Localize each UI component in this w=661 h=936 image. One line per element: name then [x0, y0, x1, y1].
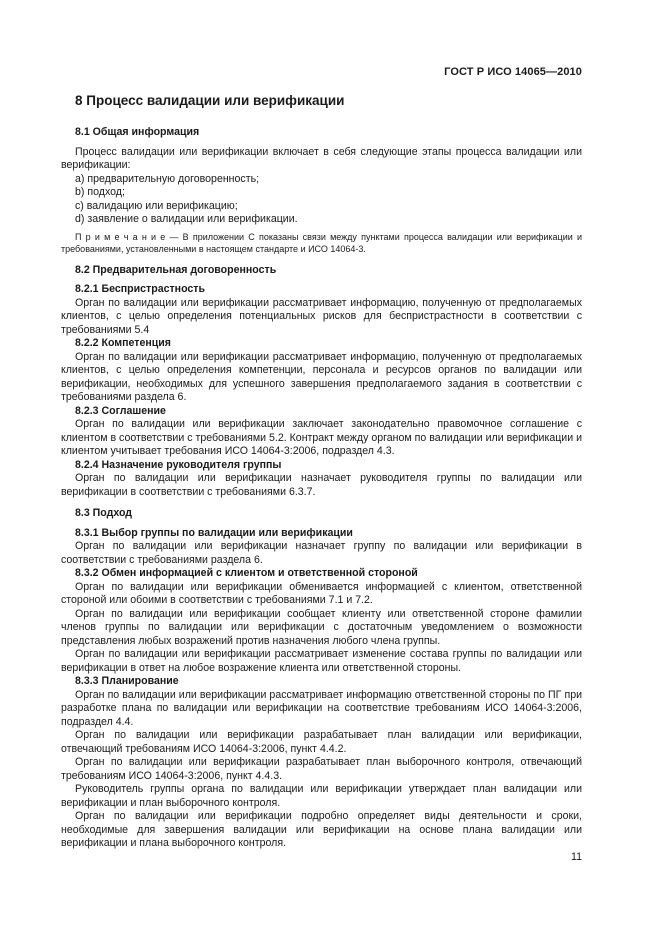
clause-8-3-2-paragraph: Орган по валидации или верификации обменивается информацией с клиентом, ответственной стороной или обоими в соответствии с требованиями 7.1 и 7.2.	[61, 580, 582, 606]
note-label: П р и м е ч а н и е	[75, 231, 166, 242]
clause-8-2-4-text: Орган по валидации или верификации назначает руководителя группы по валидации или верификации в соответствии с требованиями 6.3.7.	[61, 472, 582, 498]
clause-8-3-3-paragraph: Руководитель группы органа по валидации или верификации утверждает план валидации или верификации и план выборочного контроля.	[61, 783, 582, 809]
clause-8-3-3-paragraph: Орган по валидации или верификации подробно определяет виды деятельности и сроки, необходимые для завершения валидации или верификации на основе плана валидации или верификации и плана выборочного контроля.	[61, 810, 582, 849]
subsection-8-2-title: 8.2 Предварительная договоренность	[75, 263, 277, 276]
clause-8-3-3-title: 8.3.3 Планирование	[75, 675, 179, 687]
list-item: a) предварительную договоренность;	[75, 172, 260, 185]
section-title: 8 Процесс валидации или верификации	[75, 93, 345, 108]
subsection-8-3-title: 8.3 Подход	[75, 507, 133, 519]
clause-8-2-1-title: 8.2.1 Беспристрастность	[75, 283, 205, 295]
clause-8-2-2-text: Орган по валидации или верификации рассматривает информацию, полученную от предполагаемых клиентов, с целью определения компетенции, персонала и ресурсов органов по валидации или верификации, необходимых для успешного завершения предполагаемого задания в соответствии с требованиями раздела 6.	[61, 350, 582, 403]
clause-8-2-3-title: 8.2.3 Соглашение	[75, 404, 166, 417]
list-item: b) подход;	[75, 186, 125, 198]
clause-8-3-2-paragraph: Орган по валидации или верификации сообщает клиенту или ответственной стороне фамилии членов группы по валидации или верификации с достаточным уведомлением о возможности представления любых возражений против назначения любого члена группы.	[61, 607, 582, 647]
clause-8-3-3-paragraph: Орган по валидации или верификации рассматривает информацию ответственной стороны по ПГ при разработке плана по валидации или верификации на соответствие требованиям ИСО 14064-3:2006, подраздел 4.4.	[61, 688, 582, 728]
standard-header: ГОСТ Р ИСО 14065—2010	[444, 66, 582, 78]
paragraph-8-1-intro: Процесс валидации или верификации включает в себя следующие этапы процесса валидации или верификации:	[61, 145, 582, 171]
list-item: c) валидацию или верификацию;	[75, 199, 238, 212]
page-content	[61, 92, 582, 851]
clause-8-2-2-title: 8.2.2 Компетенция	[75, 337, 171, 349]
clause-8-2-4-title: 8.2.4 Назначение руководителя группы	[75, 458, 282, 471]
clause-8-3-1-text: Орган по валидации или верификации назначает группу по валидации или верификации в соответствии с требованиями раздела 6.	[61, 540, 582, 566]
note-text: — В приложении С показаны связи между пунктами процесса валидации или верификации и требованиями, установленными в настоящем стандарте и ИСО 14064-3.	[61, 231, 582, 254]
clause-8-2-3-text: Орган по валидации или верификации заключает законодательно правомочное соглашение с клиентом в соответствии с требованиями 5.2. Контракт между органом по валидации или верификации и клиентом учитывает требования ИСО 14064-3:2006, подраздел 4.3.	[61, 418, 582, 457]
clause-8-3-3-paragraph: Орган по валидации или верификации разрабатывает план валидации или верификации, отвечающий требованиям ИСО 14064-3:2006, пункт 4.4.2.	[61, 729, 582, 755]
clause-8-3-2-title: 8.3.2 Обмен информацией с клиентом и ответственной стороной	[75, 567, 418, 579]
list-item: d) заявление о валидации или верификации.	[75, 213, 298, 225]
clause-8-3-3-paragraph: Орган по валидации или верификации разрабатывает план выборочного контроля, отвечающий требованиям ИСО 14064-3:2006, пункт 4.4.3.	[61, 756, 582, 782]
clause-8-2-1-text: Орган по валидации или верификации рассматривает информацию, полученную от предполагаемых клиентов, с целью определения потенциальных рисков для беспристрастности в соответствии с требованиями 5.4	[61, 296, 582, 336]
clause-8-3-2-paragraph: Орган по валидации или верификации рассматривает изменение состава группы по валидации или верификации в ответ на любое возражение клиента или ответственной стороны.	[61, 648, 582, 674]
note	[61, 231, 582, 256]
page-number: 11	[571, 851, 582, 863]
clause-8-3-1-title: 8.3.1 Выбор группы по валидации или верификации	[75, 526, 353, 539]
subsection-8-1-title: 8.1 Общая информация	[75, 126, 200, 138]
